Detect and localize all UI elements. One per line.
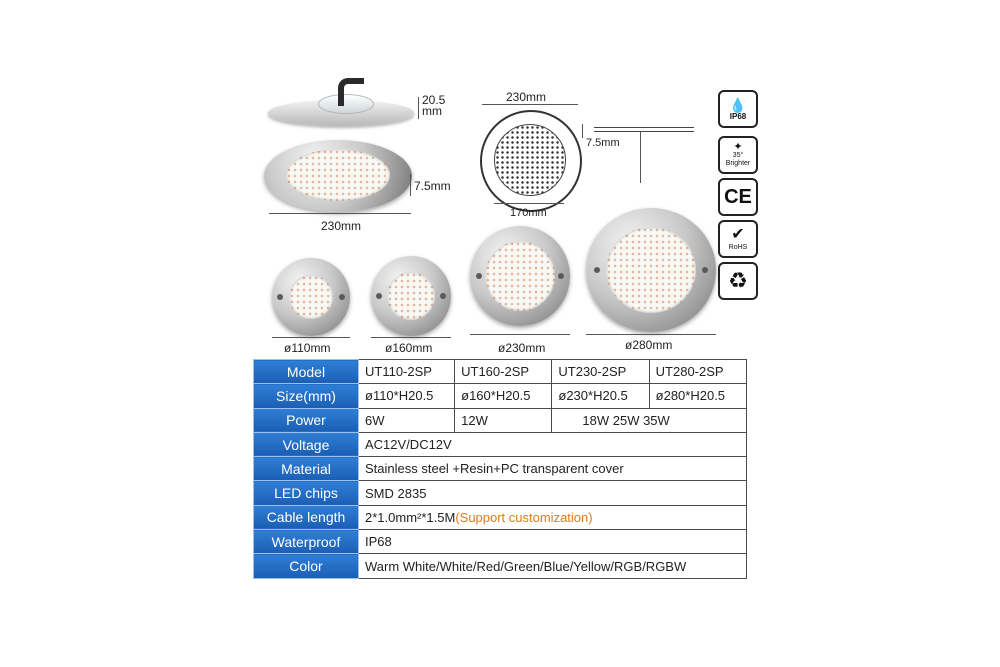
table-cell: 6W [359,408,455,432]
table-row-cable-length [254,505,747,529]
size-160-label: ø160mm [385,341,433,355]
table-row-waterproof [254,530,747,554]
table-cell: ø280*H20.5 [649,384,746,408]
table-cell: UT280-2SP [649,360,746,384]
table-cell: IP68 [359,530,747,554]
ip68-label: IP68 [729,111,747,121]
row-label: Waterproof [254,530,359,554]
light-230-image [470,226,570,326]
front-inner-label: 170mm [510,207,547,219]
cable-length-note: (Support customization) [455,509,593,525]
table-row-color [254,554,747,578]
rohs-check-icon: ✔ [731,225,745,243]
table-cell: ø160*H20.5 [455,384,552,408]
table-cell: SMD 2835 [359,481,747,505]
table-row-power [254,408,747,432]
table-cell: ø230*H20.5 [552,384,649,408]
table-cell: ø110*H20.5 [359,384,455,408]
rohs-label: RoHS [728,243,748,251]
row-label: Size(mm) [254,384,359,408]
table-cell: UT230-2SP [552,360,649,384]
light-280-image [586,208,716,332]
row-label: Cable length [254,505,359,529]
size-280-line [586,334,716,335]
top-thickness-label: 20.5 mm [422,93,446,118]
size-110-label: ø110mm [284,341,331,355]
perspective-light-image [264,140,412,212]
ip68-icon [718,90,758,128]
side-width-label: 230mm [321,219,362,233]
top-thickness-line [418,97,419,119]
table-row-model [254,360,747,384]
size-230-label: ø230mm [498,341,546,355]
table-cell: Stainless steel +Resin+PC transparent cover [359,457,747,481]
front-outer-label: 230mm [506,90,547,104]
table-cell: AC12V/DC12V [359,432,747,456]
profile-cable [640,131,641,183]
row-label: Color [254,554,359,578]
rohs-icon [718,220,758,258]
table-cell: 18W 25W 35W [552,408,747,432]
row-label: Power [254,408,359,432]
row-label: Material [254,457,359,481]
table-row-led-chips [254,481,747,505]
table-row-size [254,384,747,408]
table-row-material [254,457,747,481]
profile-thickness-line [582,124,583,138]
side-width-line [269,213,411,214]
front-inner-line [494,203,564,204]
table-cell: 12W [455,408,552,432]
front-outer-line [482,104,578,105]
table-row-voltage [254,432,747,456]
front-light-image [480,110,582,212]
profile-plate [594,127,694,132]
light-110-image [272,258,350,336]
spec-table [253,359,747,579]
profile-thickness-label: 7.5mm [586,137,620,149]
table-cell [359,505,747,529]
recycle-icon: ♻ [718,262,758,300]
cable-length-value: 2*1.0mm²*1.5M [365,509,456,525]
size-230-line [470,334,570,335]
beam-angle-icon: ✦ 35° Brighter [718,136,758,174]
size-280-label: ø280mm [625,338,673,352]
table-cell: UT160-2SP [455,360,552,384]
table-cell: UT110-2SP [359,360,455,384]
side-thickness-label: 7.5mm [414,179,451,193]
water-drops-icon: 💧 [729,96,747,113]
row-label: LED chips [254,481,359,505]
side-thickness-line [410,174,411,196]
ce-icon [718,178,758,216]
row-label: Voltage [254,432,359,456]
beam-angle-label: 35° Brighter [725,152,751,167]
size-160-line [371,337,451,338]
cable-image [338,78,364,106]
size-110-line [272,337,350,338]
row-label: Model [254,360,359,384]
ce-label: CE [724,186,752,208]
light-160-image [371,256,451,336]
table-cell: Warm White/White/Red/Green/Blue/Yellow/RGB/RGBW [359,554,747,578]
